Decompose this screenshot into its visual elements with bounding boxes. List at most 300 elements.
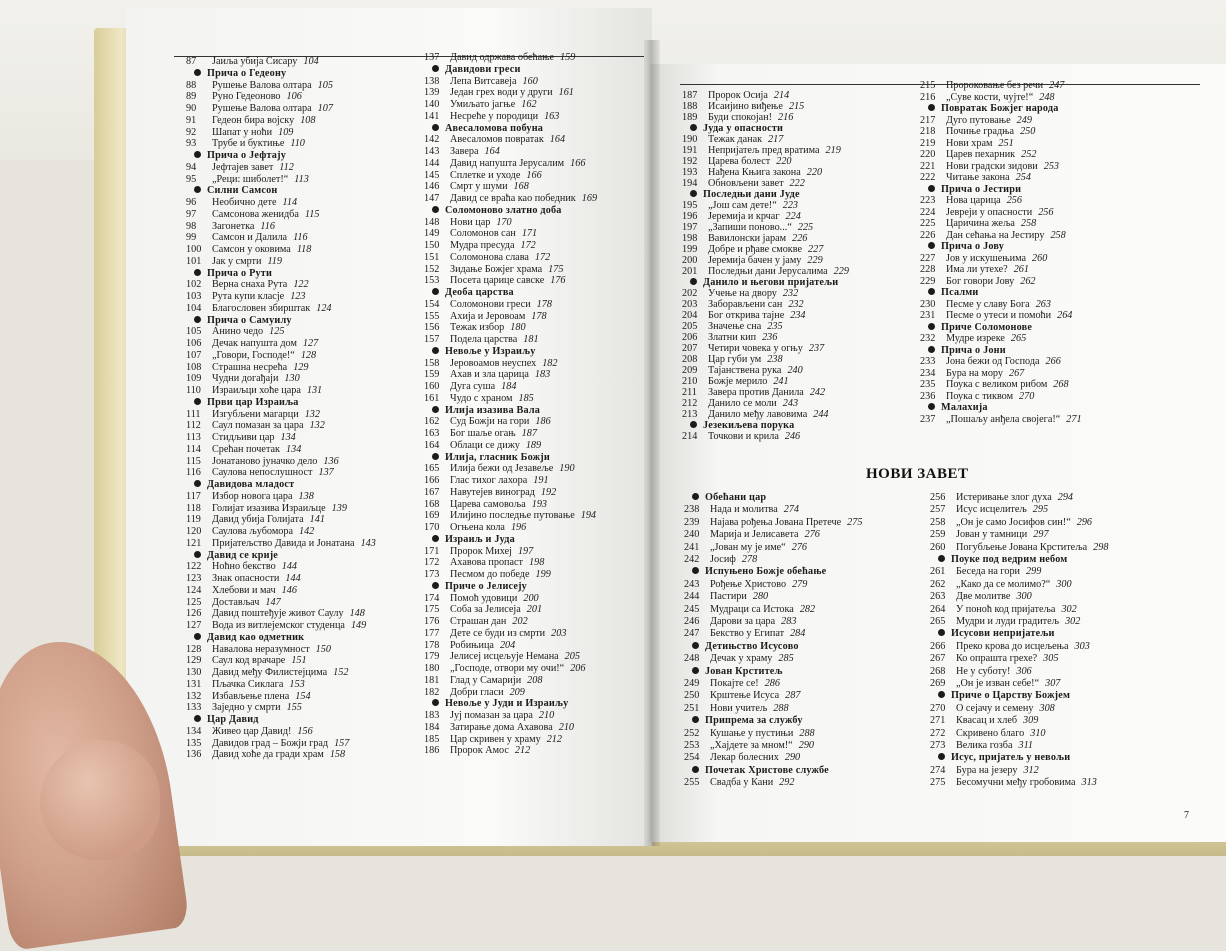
toc-entry xyxy=(930,604,1077,615)
entry-page: 144 xyxy=(281,561,297,572)
entry-number: 236 xyxy=(920,391,936,402)
toc-entry xyxy=(920,379,1069,390)
toc-entry xyxy=(682,365,803,376)
entry-page: 150 xyxy=(315,644,331,655)
heading-text: Псалми xyxy=(941,287,979,298)
entry-title: Ахавова пропаст xyxy=(450,557,524,568)
entry-title: Јован у тамници xyxy=(956,529,1028,540)
entry-number: 251 xyxy=(684,703,700,714)
toc-entry xyxy=(920,333,1026,344)
toc-entry xyxy=(424,322,526,333)
toc-entry xyxy=(186,338,318,349)
toc-entry xyxy=(930,616,1080,627)
entry-number: 186 xyxy=(424,745,440,756)
entry-title: Нађена Књига закона xyxy=(708,167,801,178)
heading-text: Цар Давид xyxy=(207,714,259,725)
entry-number: 158 xyxy=(424,358,440,369)
toc-entry xyxy=(186,585,297,596)
bullet-icon xyxy=(432,206,439,213)
entry-number: 142 xyxy=(424,134,440,145)
entry-page: 227 xyxy=(808,244,824,255)
entry-page: 264 xyxy=(1057,310,1073,321)
entry-title: Свадба у Кани xyxy=(710,777,774,788)
heading-text: Повратак Божјег народа xyxy=(941,103,1059,114)
entry-title: Јаиља убија Сисару xyxy=(212,56,298,67)
entry-number: 264 xyxy=(930,604,946,615)
bullet-icon xyxy=(432,288,439,295)
entry-title: Саул помазан за цара xyxy=(212,420,304,431)
entry-number: 272 xyxy=(930,728,946,739)
entry-number: 195 xyxy=(682,200,698,211)
entry-page: 210 xyxy=(558,722,574,733)
toc-entry xyxy=(920,161,1059,172)
entry-page: 142 xyxy=(298,526,315,537)
entry-title: Јефтајев завет xyxy=(212,162,274,173)
entry-number: 148 xyxy=(424,217,440,228)
toc-entry xyxy=(186,291,305,302)
entry-number: 228 xyxy=(920,264,936,275)
entry-title: Бог говори Јову xyxy=(946,276,1015,287)
toc-entry xyxy=(920,138,1014,149)
entry-number: 233 xyxy=(920,356,936,367)
entry-title: Пастири xyxy=(710,591,747,602)
entry-title: Анино чедо xyxy=(212,326,264,337)
entry-title: Цар губи ум xyxy=(708,354,762,365)
entry-title: Навутејев виноград xyxy=(450,487,535,498)
entry-page: 184 xyxy=(501,381,517,392)
entry-page: 240 xyxy=(787,365,803,376)
entry-page: 253 xyxy=(1043,161,1060,172)
entry-title: Шапат у ноћи xyxy=(212,127,273,138)
toc-entry xyxy=(930,579,1072,590)
toc-heading xyxy=(186,632,304,643)
entry-title: Подела царства xyxy=(450,334,518,345)
toc-heading xyxy=(920,345,1006,356)
entry-title: Обновљени завет xyxy=(708,178,784,189)
entry-number: 150 xyxy=(424,240,440,251)
entry-title: Има ли утехе? xyxy=(946,264,1008,275)
entry-page: 171 xyxy=(521,228,538,239)
toc-entry xyxy=(186,373,300,384)
entry-title: Јак у смрти xyxy=(212,256,262,267)
entry-number: 99 xyxy=(186,232,197,243)
entry-page: 278 xyxy=(741,554,758,565)
entry-number: 157 xyxy=(424,334,440,345)
toc-entry xyxy=(186,561,297,572)
entry-page: 294 xyxy=(1057,492,1073,503)
entry-title: Завера против Данила xyxy=(708,387,804,398)
entry-page: 166 xyxy=(570,158,586,169)
entry-page: 234 xyxy=(790,310,806,321)
entry-number: 227 xyxy=(920,253,936,264)
entry-number: 129 xyxy=(186,655,202,666)
entry-page: 194 xyxy=(580,510,597,521)
toc-entry xyxy=(424,181,529,192)
entry-page: 299 xyxy=(1026,566,1042,577)
entry-page: 258 xyxy=(1020,218,1037,229)
heading-text: Прича о Јефтају xyxy=(207,150,286,161)
entry-title: „Још сам дете!“ xyxy=(708,200,777,211)
toc-entry xyxy=(930,492,1073,503)
entry-title: Вода из витлејемског студенца xyxy=(212,620,345,631)
toc-entry xyxy=(424,475,549,486)
entry-page: 206 xyxy=(570,663,586,674)
heading-text: Давид се крије xyxy=(207,550,279,561)
entry-number: 118 xyxy=(186,503,201,514)
entry-page: 295 xyxy=(1032,504,1049,515)
new-testament-title: НОВИ ЗАВЕТ xyxy=(866,466,969,482)
entry-number: 135 xyxy=(186,738,202,749)
bullet-icon xyxy=(194,151,201,158)
entry-number: 178 xyxy=(424,640,440,651)
entry-title: Непријатељ пред вратима xyxy=(708,145,820,156)
entry-title: Давид хоће да гради храм xyxy=(212,749,324,760)
toc-entry xyxy=(930,504,1048,515)
entry-title: Гедеон бира војску xyxy=(212,115,295,126)
toc-entry xyxy=(684,678,780,689)
toc-entry xyxy=(930,641,1090,652)
entry-page: 147 xyxy=(265,597,281,608)
heading-text: Давидови греси xyxy=(445,64,521,75)
toc-entry xyxy=(684,728,815,739)
toc-entry xyxy=(424,522,526,533)
entry-page: 154 xyxy=(295,691,311,702)
entry-page: 170 xyxy=(496,217,512,228)
entry-number: 220 xyxy=(920,149,936,160)
toc-entry xyxy=(424,499,547,510)
toc-entry xyxy=(424,487,556,498)
heading-text: Исусови непријатељи xyxy=(951,628,1055,639)
entry-page: 144 xyxy=(285,573,301,584)
toc-entry xyxy=(682,343,824,354)
entry-page: 186 xyxy=(535,416,551,427)
entry-title: Рута купи класје xyxy=(212,291,285,302)
entry-page: 212 xyxy=(514,745,531,756)
toc-heading xyxy=(920,402,988,413)
entry-number: 226 xyxy=(920,230,936,241)
entry-title: Не у суботу! xyxy=(956,666,1011,677)
entry-title: „Запиши поново...“ xyxy=(708,222,792,233)
entry-page: 274 xyxy=(783,504,800,515)
entry-page: 244 xyxy=(813,409,829,420)
toc-entry xyxy=(930,740,1033,751)
entry-page: 235 xyxy=(767,321,783,332)
toc-heading xyxy=(920,184,1021,195)
entry-title: Песме о утеси и помоћи xyxy=(946,310,1052,321)
entry-number: 271 xyxy=(930,715,946,726)
entry-title: Дечак напушта дом xyxy=(212,338,297,349)
heading-text: Јуда у опасности xyxy=(703,123,784,134)
entry-title: Нови учитељ xyxy=(710,703,768,714)
toc-entry xyxy=(424,734,562,745)
toc-entry xyxy=(930,777,1097,788)
entry-number: 192 xyxy=(682,156,698,167)
toc-heading xyxy=(684,666,783,677)
entry-title: Добри гласи xyxy=(450,687,504,698)
entry-number: 111 xyxy=(186,409,201,420)
entry-page: 300 xyxy=(1056,579,1072,590)
toc-entry xyxy=(930,678,1060,689)
entry-page: 209 xyxy=(509,687,525,698)
entry-page: 256 xyxy=(1006,195,1022,206)
entry-page: 204 xyxy=(499,640,516,651)
entry-number: 130 xyxy=(186,667,202,678)
toc-entry xyxy=(682,409,829,420)
entry-title: Марија и Јелисавета xyxy=(710,529,799,540)
toc-entry xyxy=(424,228,537,239)
entry-number: 183 xyxy=(424,710,440,721)
toc-heading xyxy=(186,315,292,326)
entry-page: 313 xyxy=(1081,777,1097,788)
entry-number: 205 xyxy=(682,321,698,332)
heading-text: Деоба царства xyxy=(445,287,514,298)
entry-page: 229 xyxy=(833,266,849,277)
bullet-icon xyxy=(432,453,439,460)
heading-text: Прича о Јову xyxy=(941,241,1005,252)
toc-entry xyxy=(186,385,322,396)
toc-entry xyxy=(684,740,814,751)
entry-title: Пророк Осија xyxy=(708,90,768,101)
toc-entry xyxy=(186,162,294,173)
entry-page: 258 xyxy=(1050,230,1066,241)
toc-entry xyxy=(682,145,841,156)
entry-title: „Реци: шиболет!“ xyxy=(212,174,289,185)
entry-number: 117 xyxy=(186,491,201,502)
entry-number: 204 xyxy=(682,310,698,321)
toc-entry xyxy=(930,542,1108,553)
entry-title: Царичина жеља xyxy=(946,218,1015,229)
entry-title: Заједно у смрти xyxy=(212,702,281,713)
entry-title: „Како да се молимо?“ xyxy=(956,579,1051,590)
entry-title: Страшан дан xyxy=(450,616,507,627)
entry-title: Добре и рђаве смокве xyxy=(708,244,803,255)
entry-page: 220 xyxy=(776,156,792,167)
entry-page: 238 xyxy=(767,354,783,365)
entry-number: 199 xyxy=(682,244,698,255)
entry-number: 222 xyxy=(920,172,936,183)
toc-entry xyxy=(186,514,325,525)
heading-text: Исус, пријатељ у невољи xyxy=(951,752,1071,763)
entry-page: 182 xyxy=(542,358,558,369)
entry-number: 105 xyxy=(186,326,202,337)
entry-page: 187 xyxy=(521,428,537,439)
toc-entry xyxy=(186,221,275,232)
entry-number: 88 xyxy=(186,80,197,91)
entry-title: Самсон у оковима xyxy=(212,244,291,255)
toc-entry xyxy=(682,90,789,101)
entry-number: 107 xyxy=(186,350,202,361)
toc-entry xyxy=(682,266,849,277)
entry-page: 309 xyxy=(1023,715,1039,726)
toc-entry xyxy=(186,127,293,138)
entry-number: 274 xyxy=(930,765,946,776)
entry-number: 259 xyxy=(930,529,946,540)
entry-number: 207 xyxy=(682,343,698,354)
entry-page: 248 xyxy=(1039,92,1055,103)
entry-page: 129 xyxy=(293,362,309,373)
entry-number: 138 xyxy=(424,76,440,87)
toc-entry xyxy=(682,211,801,222)
entry-page: 201 xyxy=(526,604,543,615)
entry-number: 182 xyxy=(424,687,440,698)
heading-text: Давидова младост xyxy=(207,479,295,490)
entry-title: Давид се враћа као победник xyxy=(450,193,576,204)
entry-title: Јов у искушењима xyxy=(946,253,1027,264)
toc-heading xyxy=(186,397,299,408)
toc-heading xyxy=(920,322,1032,333)
entry-number: 188 xyxy=(682,101,698,112)
toc-entry xyxy=(186,279,309,290)
toc-heading xyxy=(424,346,536,357)
entry-number: 180 xyxy=(424,663,440,674)
toc-entry xyxy=(186,256,282,267)
entry-page: 302 xyxy=(1065,616,1081,627)
entry-page: 180 xyxy=(510,322,526,333)
entry-page: 115 xyxy=(304,209,320,220)
entry-number: 273 xyxy=(930,740,946,751)
toc-entry xyxy=(684,690,800,701)
entry-title: Велика гозба xyxy=(956,740,1013,751)
entry-title: Заборављени сан xyxy=(708,299,783,310)
toc-entry xyxy=(424,428,537,439)
toc-entry xyxy=(682,288,798,299)
toc-entry xyxy=(186,538,376,549)
entry-number: 163 xyxy=(424,428,440,439)
entry-title: Божје мерило xyxy=(708,376,768,387)
bullet-icon xyxy=(690,190,697,197)
entry-title: Крштење Исуса xyxy=(710,690,780,701)
entry-number: 112 xyxy=(186,420,201,431)
entry-page: 276 xyxy=(791,542,807,553)
entry-number: 96 xyxy=(186,197,197,208)
toc-entry xyxy=(684,517,862,528)
entry-page: 232 xyxy=(782,288,799,299)
toc-entry xyxy=(186,326,284,337)
entry-title: Илијино последње путовање xyxy=(450,510,575,521)
toc-entry xyxy=(930,666,1032,677)
entry-number: 234 xyxy=(920,368,936,379)
entry-number: 131 xyxy=(186,679,202,690)
toc-entry xyxy=(920,368,1024,379)
entry-number: 124 xyxy=(186,585,202,596)
heading-text: Силни Самсон xyxy=(207,185,278,196)
entry-title: Почиње градња xyxy=(946,126,1015,137)
entry-page: 268 xyxy=(1053,379,1069,390)
entry-number: 219 xyxy=(920,138,936,149)
entry-number: 203 xyxy=(682,299,698,310)
entry-number: 110 xyxy=(186,385,201,396)
toc-entry xyxy=(920,253,1047,264)
entry-title: Дечак у храму xyxy=(710,653,773,664)
entry-number: 248 xyxy=(684,653,700,664)
entry-number: 269 xyxy=(930,678,946,689)
entry-number: 126 xyxy=(186,608,202,619)
entry-page: 169 xyxy=(581,193,598,204)
entry-number: 179 xyxy=(424,651,440,662)
heading-text: Прича о Рути xyxy=(207,268,273,279)
entry-number: 230 xyxy=(920,299,936,310)
entry-number: 263 xyxy=(930,591,946,602)
entry-number: 241 xyxy=(684,542,700,553)
entry-number: 175 xyxy=(424,604,440,615)
toc-entry xyxy=(682,233,807,244)
entry-number: 229 xyxy=(920,276,936,287)
entry-number: 181 xyxy=(424,675,440,686)
toc-entry xyxy=(186,503,347,514)
entry-number: 194 xyxy=(682,178,698,189)
entry-page: 153 xyxy=(289,679,305,690)
entry-page: 252 xyxy=(1021,149,1037,160)
entry-title: Нови храм xyxy=(946,138,993,149)
toc-entry xyxy=(186,232,308,243)
bullet-icon xyxy=(194,551,201,558)
entry-page: 242 xyxy=(809,387,826,398)
bullet-icon xyxy=(194,398,201,405)
entry-number: 189 xyxy=(682,112,698,123)
bullet-icon xyxy=(938,555,945,562)
toc-entry xyxy=(424,640,515,651)
entry-title: У поноћ код пријатеља xyxy=(956,604,1056,615)
toc-heading xyxy=(424,287,514,298)
entry-page: 176 xyxy=(550,275,566,286)
entry-number: 247 xyxy=(684,628,700,639)
entry-number: 270 xyxy=(930,703,946,714)
bullet-icon xyxy=(690,421,697,428)
entry-number: 212 xyxy=(682,398,698,409)
heading-text: Обећани цар xyxy=(705,492,767,503)
entry-title: Јосиф xyxy=(710,554,736,565)
entry-page: 247 xyxy=(1049,80,1065,91)
entry-page: 130 xyxy=(284,373,300,384)
toc-entry xyxy=(682,156,792,167)
heading-text: Невоље у Израиљу xyxy=(445,346,536,357)
entry-title: Верна снаха Рута xyxy=(212,279,288,290)
entry-page: 106 xyxy=(286,91,302,102)
entry-title: Помоћ удовици xyxy=(450,593,518,604)
entry-title: Руно Гедеоново xyxy=(212,91,281,102)
entry-number: 91 xyxy=(186,115,197,126)
toc-entry xyxy=(684,529,820,540)
entry-page: 287 xyxy=(785,690,801,701)
entry-page: 160 xyxy=(522,76,538,87)
toc-entry xyxy=(920,195,1022,206)
entry-page: 307 xyxy=(1045,678,1061,689)
entry-title: Јуј помазан за цара xyxy=(450,710,533,721)
toc-entry xyxy=(424,146,500,157)
entry-title: Буди спокојан! xyxy=(708,112,773,123)
entry-number: 242 xyxy=(684,554,700,565)
entry-page: 125 xyxy=(269,326,285,337)
toc-entry xyxy=(684,504,799,515)
toc-entry xyxy=(186,197,297,208)
toc-entry xyxy=(682,321,783,332)
bullet-icon xyxy=(692,642,699,649)
bullet-icon xyxy=(432,347,439,354)
entry-page: 138 xyxy=(298,491,314,502)
entry-title: Срећан почетак xyxy=(212,444,280,455)
heading-text: Приче о Царству Божјем xyxy=(951,690,1071,701)
entry-title: „Суве кости, чујте!“ xyxy=(946,92,1034,103)
toc-heading xyxy=(186,479,294,490)
entry-title: Поука с великом рибом xyxy=(946,379,1048,390)
toc-entry xyxy=(186,726,313,737)
entry-title: Соломонов сан xyxy=(450,228,516,239)
entry-number: 169 xyxy=(424,510,440,521)
toc-entry xyxy=(424,416,551,427)
entry-page: 276 xyxy=(804,529,820,540)
entry-page: 267 xyxy=(1008,368,1025,379)
entry-number: 168 xyxy=(424,499,440,510)
